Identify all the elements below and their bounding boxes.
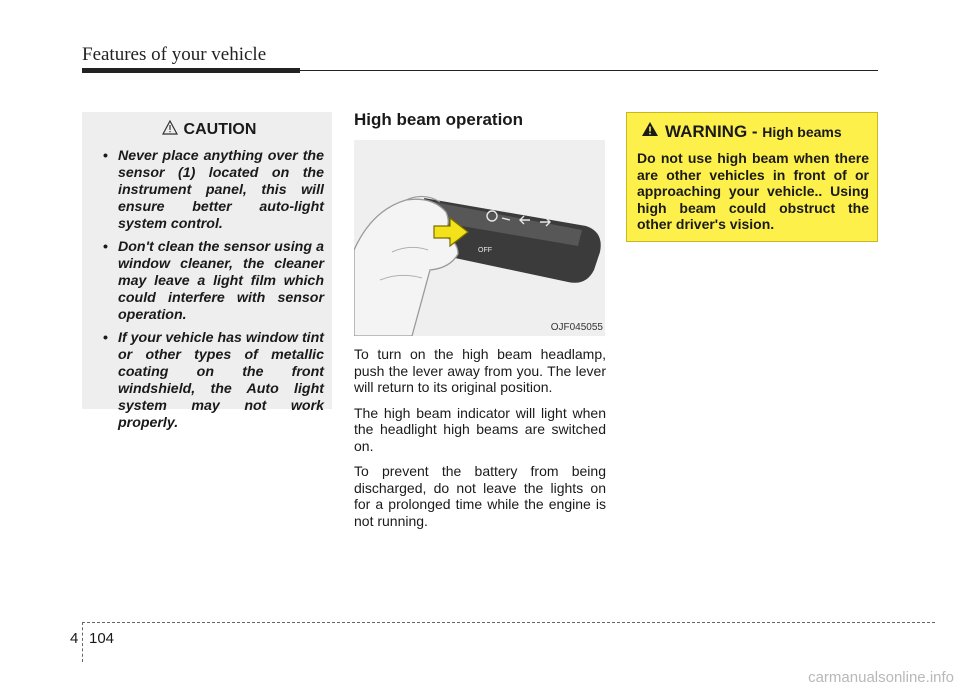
caution-item: • If your vehicle has window tint or other types of metallic coating on the front windshield, the Auto light system may not work properly.: [94, 330, 324, 432]
page-number: 104: [89, 630, 115, 647]
caution-box: [82, 112, 332, 431]
body-paragraph: To prevent the battery from being discharged, do not leave the lights on for a prolonged time while the engine is not running.: [354, 463, 606, 529]
body-paragraph: The high beam indicator will light when the headlight high beams are switched on.: [354, 404, 606, 454]
body-paragraph: To turn on the high beam headlamp, push the lever away from you. The lever will return to its original position.: [354, 346, 606, 395]
figure-code: OJF045055: [550, 322, 603, 333]
header-rule: [300, 70, 878, 71]
footer-rule: [82, 622, 935, 623]
warning-box: [626, 112, 878, 242]
caution-title: CAUTION: [183, 121, 257, 138]
header-bar: [82, 68, 300, 73]
warning-text: Do not use high beam when there are other vehicles in front of or approaching your vehicle.. Using high beam could obstruct the other driver's vision.: [637, 150, 869, 232]
warning-title-text: WARNING -: [665, 121, 758, 141]
chapter-number: 4: [70, 630, 79, 647]
caution-header: [94, 120, 324, 140]
page-header-title: Features of your vehicle: [82, 44, 267, 65]
section-title: High beam operation: [354, 110, 524, 129]
body-text: [354, 346, 606, 538]
warning-title: [665, 122, 842, 142]
lever-off-label: OFF: [478, 247, 492, 254]
lever-illustration: [354, 140, 605, 336]
caution-list: [94, 148, 324, 432]
warning-header: [637, 121, 869, 142]
caution-triangle-icon: [162, 120, 178, 140]
warning-subtitle: High beams: [762, 123, 842, 140]
high-beam-lever-figure: [354, 140, 605, 336]
watermark: carmanualsonline.info: [808, 669, 954, 686]
warning-triangle-icon: [641, 121, 659, 142]
footer-divider: [82, 622, 83, 662]
caution-item: • Never place anything over the sensor (1) located on the instrument panel, this will ensure better auto-light system control.: [94, 148, 324, 233]
caution-item: • Don't clean the sensor using a window cleaner, the cleaner may leave a light film which could interfere with sensor operation.: [94, 239, 324, 324]
